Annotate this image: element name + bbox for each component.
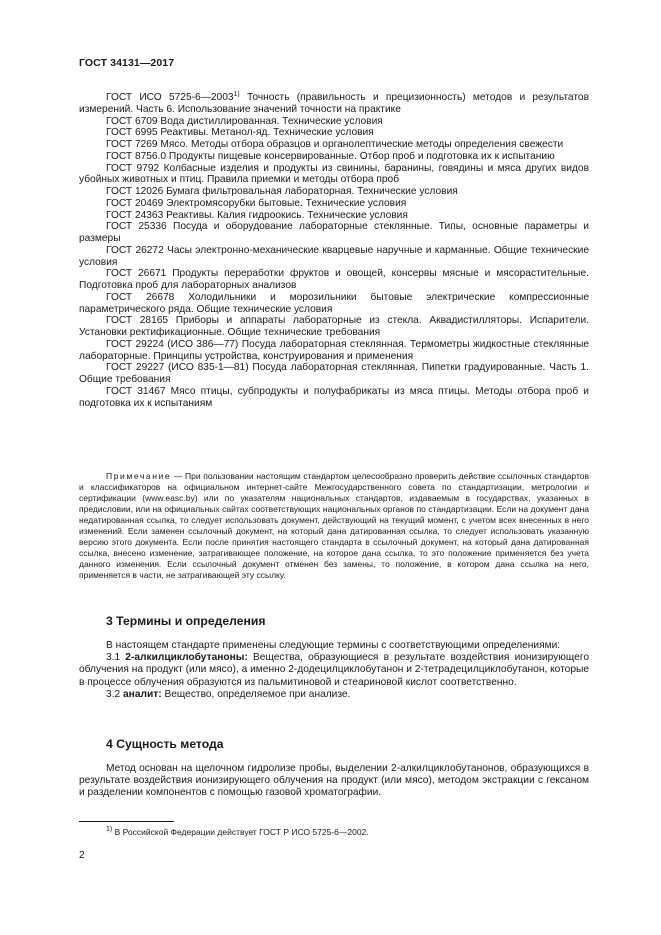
section-3-intro: В настоящем стандарте применены следующие термины с соответствующими определениями:	[106, 640, 561, 651]
reference-item: ГОСТ 29224 (ИСО 386—77) Посуда лабораторная стеклянная. Термометры жидкостные стеклянные лабораторные. Принципы устройства, конструирования и применения	[79, 338, 589, 362]
reference-item: ГОСТ 28165 Приборы и аппараты лабораторные из стекла. Аквадистилляторы. Испарители. Установки ректификационные. Общие технические требования	[79, 315, 589, 338]
reference-item: ГОСТ 9792 Колбасные изделия и продукты из свинины, баранины, говядины и мяса других видов убойных животных и птиц. Правила приемки и методы отбора проб	[79, 162, 589, 186]
reference-item: ГОСТ 24363 Реактивы. Калия гидроокись. Технические условия	[106, 209, 408, 221]
footnote-separator	[79, 821, 174, 822]
term-definition: 3.1 2-алкилциклобутаноны: Вещества, образующиеся в результате воздействия ионизирующего облучения на продукт (или мясо), а именно 2-додецилциклобутанон и 2-тетрадецилциклобутанон, которые в процессе облучения образуются из пальмитиновой и стеариновой кислот соответственно.	[79, 652, 589, 688]
term-name: аналит:	[123, 688, 162, 700]
term-definition: 3.2 аналит: Вещество, определяемое при анализе.	[106, 688, 351, 700]
reference-item: ГОСТ 8756.0 Продукты пищевые консервированные. Отбор проб и подготовка их к испытанию	[106, 150, 555, 162]
page-number: 2	[79, 850, 85, 861]
section-3-body	[79, 640, 589, 701]
reference-item: ГОСТ 26272 Часы электронно-механические кварцевые наручные и карманные. Общие технические условия	[79, 244, 589, 268]
reference-item: ГОСТ 12026 Бумага фильтровальная лабораторная. Технические условия	[106, 186, 458, 197]
note-text: — При пользовании настоящим стандартом целесообразно проверить действие ссылочных стандартов и классификаторов на официальном интернет-сайте Межгосударственного совета по стандартизации, метрологии и сертификации (www.easc.by) или по указателям национальных стандартов, издаваемым в государствах, указанных в предисловии, или на официальных сайтах соответствующих национальных органов по стандартизации. Если на документ дана недатированная ссылка, то следует использовать документ, действующий на текущий момент, с учетом всех внесенных в него изменений. Если заменен ссылочный документ, на который дана датированная ссылка, то следует использовать указанную версию этого документа. Если после принятия настоящего стандарта в ссылочный документ, на который дана датированная ссылка, внесено изменение, затрагивающее положение, на которое дана ссылка, то это положение применяется без учета данного изменения. Если ссылочный документ отменен без замены, то положение, в котором дана ссылка на него, применяется в части, не затрагивающей эту ссылку.	[79, 471, 589, 580]
reference-item: ГОСТ 26678 Холодильники и морозильники бытовые электрические компрессионные параметрического ряда. Общие технические условия	[79, 291, 589, 315]
reference-item: ГОСТ 26671 Продукты переработки фруктов и овощей, консервы мясные и мясорастительные. Подготовка проб для лабораторных анализов	[79, 268, 589, 291]
reference-item: ГОСТ ИСО 5725-6—2003$^{1)}$ Точность (правильность и прецизионность) методов и результатов измерений. Часть 6. Использование значений точности на практике	[79, 91, 589, 115]
footnote: $^{1)}$ В Российской Федерации действует ГОСТ Р ИСО 5725-6—2002.	[106, 826, 369, 837]
reference-item: ГОСТ 7269 Мясо. Методы отбора образцов и органолептические методы определения свежести	[106, 139, 564, 150]
reference-item: ГОСТ 25336 Посуда и оборудование лабораторные стеклянные. Типы, основные параметры и размеры	[79, 221, 589, 244]
section-3-title: 3 Термины и определения	[106, 614, 266, 628]
reference-item: ГОСТ 31467 Мясо птицы, субпродукты и полуфабрикаты из мяса птицы. Методы отбора проб и подготовка их к испытаниям	[79, 385, 589, 409]
reference-item: ГОСТ 20469 Электромясорубки бытовые. Технические условия	[106, 197, 407, 209]
note-label: Примечание	[106, 471, 172, 481]
document-header: ГОСТ 34131—2017	[79, 57, 175, 69]
reference-item: ГОСТ 6995 Реактивы. Метанол-яд. Технические условия	[106, 127, 374, 139]
reference-item: ГОСТ 29227 (ИСО 835-1—81) Посуда лабораторная стеклянная. Пипетки градуированные. Часть 1. Общие требования	[79, 362, 589, 385]
references-note	[79, 471, 589, 581]
section-4-title: 4 Сущность метода	[106, 737, 224, 751]
term-name: 2-алкилциклобутаноны:	[125, 652, 248, 664]
normative-references-list	[79, 92, 589, 409]
reference-item: ГОСТ 6709 Вода дистиллированная. Технические условия	[106, 115, 383, 127]
section-4-text: Метод основан на щелочном гидролизе пробы, выделении 2-алкилциклобутанонов, образующихся в результате воздействия ионизирующего облучения на продукт (или мясо), методом экстракции с гексаном и разделении компонентов с помощью газовой хроматографии.	[79, 763, 589, 799]
section-4-body	[79, 763, 589, 800]
